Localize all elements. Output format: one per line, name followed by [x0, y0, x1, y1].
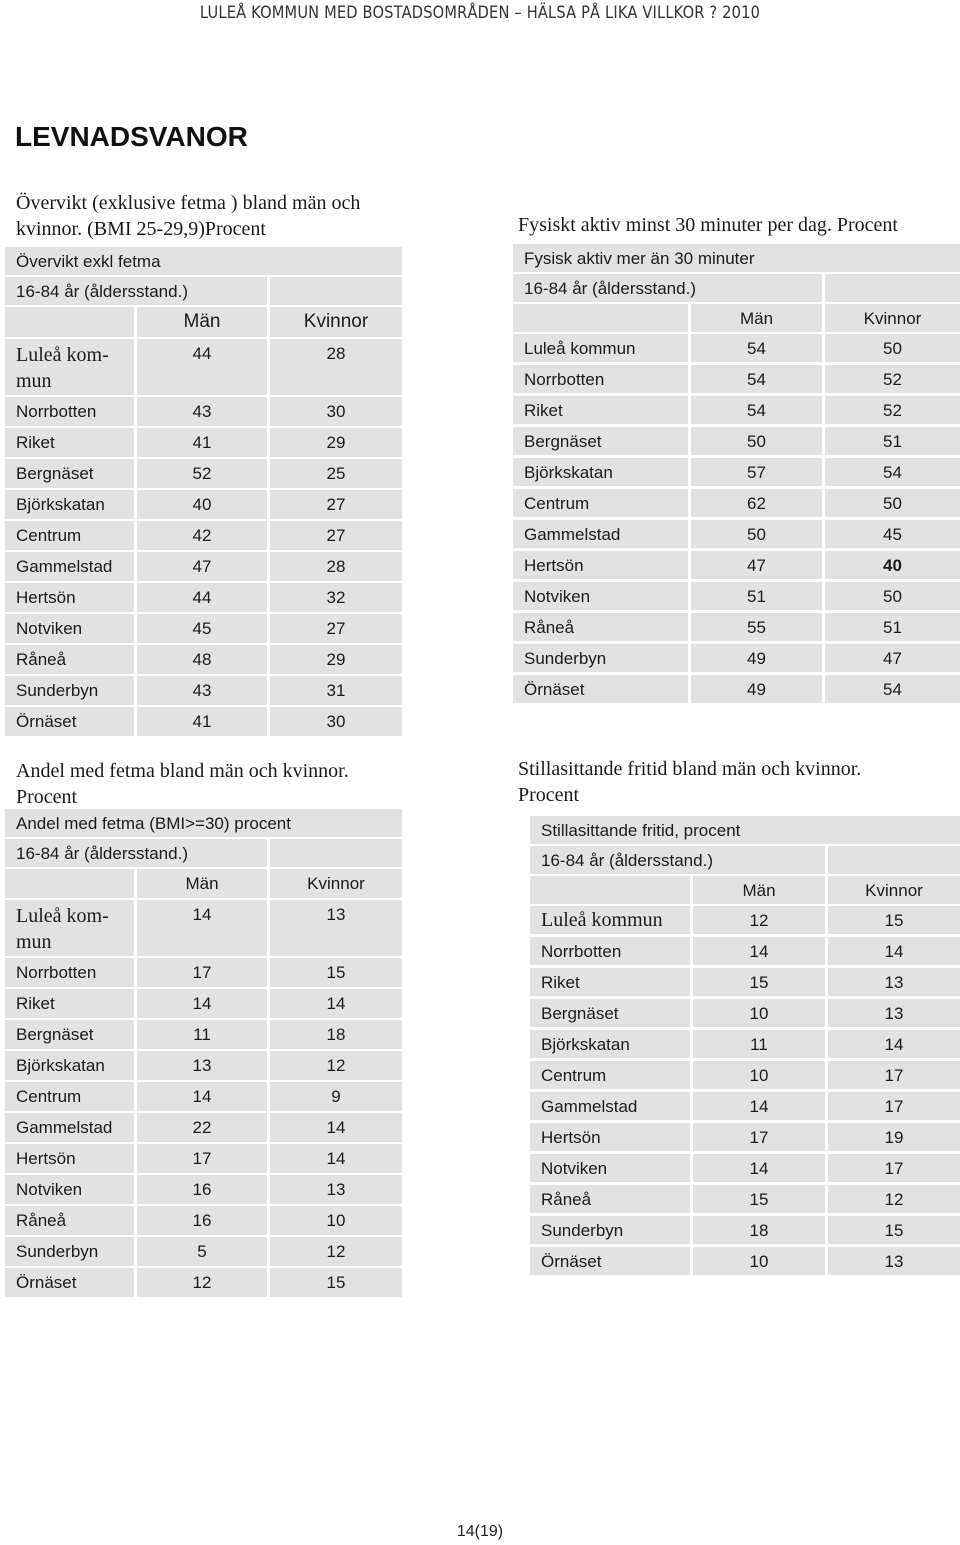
- row-area: Luleå kommun: [513, 334, 688, 362]
- row-area: Notviken: [530, 1154, 690, 1182]
- row-men: 40: [137, 490, 267, 519]
- table-subtitle: Fysisk aktiv mer än 30 minuter: [513, 244, 960, 272]
- col-header-women: Kvinnor: [270, 869, 402, 898]
- row-women: 14: [828, 1030, 960, 1058]
- row-men: 54: [691, 334, 822, 362]
- table-row: [513, 458, 960, 486]
- table-row: [5, 583, 402, 612]
- table-age-row: [513, 274, 960, 302]
- table-row: [513, 613, 960, 641]
- table-row: [530, 999, 960, 1027]
- row-area: Björkskatan: [5, 1051, 134, 1080]
- row-men: 49: [691, 644, 822, 672]
- row-area: Björkskatan: [530, 1030, 690, 1058]
- table-row: [530, 1061, 960, 1089]
- row-men: 14: [693, 937, 825, 965]
- row-women: 27: [270, 614, 402, 643]
- table-row: [530, 1123, 960, 1151]
- table-row: [530, 1247, 960, 1275]
- row-area: Råneå: [5, 1206, 134, 1235]
- table-row: [5, 1144, 402, 1173]
- row-men: 51: [691, 582, 822, 610]
- table-row: [5, 459, 402, 488]
- row-women: 18: [270, 1020, 402, 1049]
- row-women: 51: [825, 613, 960, 641]
- row-women: 31: [270, 676, 402, 705]
- table-row: [5, 958, 402, 987]
- row-men: 13: [137, 1051, 267, 1080]
- empty-cell: [5, 307, 134, 337]
- row-men: 17: [137, 1144, 267, 1173]
- table-row: [513, 582, 960, 610]
- row-men: 15: [693, 968, 825, 996]
- row-area: Sunderbyn: [513, 644, 688, 672]
- row-area: Hertsön: [5, 1144, 134, 1173]
- row-area: Bergnäset: [513, 427, 688, 455]
- row-women: 9: [270, 1082, 402, 1111]
- row-women: 30: [270, 397, 402, 426]
- row-area: Bergnäset: [5, 1020, 134, 1049]
- table-row: [5, 339, 402, 395]
- empty-cell: [530, 876, 690, 904]
- row-area: Sunderbyn: [5, 676, 134, 705]
- row-area: Riket: [513, 396, 688, 424]
- area-line: Luleå kom-: [16, 905, 109, 927]
- row-women: 47: [825, 644, 960, 672]
- table-subtitle-row: [513, 244, 960, 272]
- table-row: [5, 521, 402, 550]
- row-women: 17: [828, 1154, 960, 1182]
- table-row: [5, 707, 402, 736]
- obesity-table: [5, 809, 402, 1292]
- section-title: LEVNADSVANOR: [15, 121, 248, 152]
- table-age-row: [530, 846, 960, 874]
- row-area: Luleå kommun: [530, 906, 690, 934]
- row-men: 12: [693, 906, 825, 934]
- table-row: [5, 490, 402, 519]
- table-row: [5, 1113, 402, 1142]
- row-women: 15: [270, 1268, 402, 1297]
- col-header-men: Män: [691, 304, 822, 332]
- table-row: [530, 937, 960, 965]
- row-men: 11: [137, 1020, 267, 1049]
- overweight-caption: [16, 190, 360, 242]
- row-women: 50: [825, 489, 960, 517]
- row-women: 12: [270, 1051, 402, 1080]
- table-row: [513, 520, 960, 548]
- row-women: 51: [825, 427, 960, 455]
- table-subtitle-row: [5, 247, 402, 275]
- table-header-row: [513, 304, 960, 332]
- table-row: [530, 1030, 960, 1058]
- page-header: LULEÅ KOMMUN MED BOSTADSOMRÅDEN – HÄLSA PÅ LIKA VILLKOR ? 2010: [199, 3, 761, 23]
- row-men: 47: [691, 551, 822, 579]
- sedentary-table: [530, 816, 960, 1271]
- row-area: Riket: [530, 968, 690, 996]
- row-women: 13: [270, 900, 402, 956]
- row-women: 28: [270, 339, 402, 395]
- row-men: 43: [137, 676, 267, 705]
- row-women: 17: [828, 1092, 960, 1120]
- col-header-men: Män: [137, 869, 267, 898]
- row-women: 28: [270, 552, 402, 581]
- table-row: [5, 1268, 402, 1297]
- row-women: 27: [270, 521, 402, 550]
- row-men: 50: [691, 427, 822, 455]
- row-men: 17: [693, 1123, 825, 1151]
- row-area: [5, 900, 134, 956]
- empty-cell: [825, 274, 960, 302]
- row-area: Notviken: [5, 1175, 134, 1204]
- table-row: [5, 614, 402, 643]
- row-women: 29: [270, 428, 402, 457]
- table-header-row: [5, 307, 402, 337]
- row-women: 13: [828, 968, 960, 996]
- row-area: Bergnäset: [5, 459, 134, 488]
- table-row: [5, 900, 402, 956]
- table-row: [513, 551, 960, 579]
- row-women: 50: [825, 334, 960, 362]
- row-men: 45: [137, 614, 267, 643]
- caption-line: Övervikt (exklusive fetma ) bland män och: [16, 192, 361, 214]
- row-women: 14: [270, 1113, 402, 1142]
- area-line: mun: [16, 931, 52, 953]
- row-men: 50: [691, 520, 822, 548]
- row-men: 41: [137, 707, 267, 736]
- row-area: Sunderbyn: [5, 1237, 134, 1266]
- col-header-men: Män: [137, 307, 267, 337]
- row-women: 54: [825, 458, 960, 486]
- table-row: [5, 1237, 402, 1266]
- row-men: 14: [137, 1082, 267, 1111]
- row-women: 14: [270, 1144, 402, 1173]
- row-men: 14: [137, 989, 267, 1018]
- row-women: 25: [270, 459, 402, 488]
- row-area: Sunderbyn: [530, 1216, 690, 1244]
- row-men: 16: [137, 1175, 267, 1204]
- table-subtitle-row: [5, 809, 402, 837]
- row-area: Bergnäset: [530, 999, 690, 1027]
- table-row: [5, 1082, 402, 1111]
- row-women: 13: [270, 1175, 402, 1204]
- row-men: 11: [693, 1030, 825, 1058]
- row-women: 12: [270, 1237, 402, 1266]
- col-header-men: Män: [693, 876, 825, 904]
- row-men: 57: [691, 458, 822, 486]
- table-row: [530, 968, 960, 996]
- caption-line: kvinnor. (BMI 25-29,9)Procent: [16, 218, 266, 240]
- row-area: Norrbotten: [5, 958, 134, 987]
- row-men: 47: [137, 552, 267, 581]
- table-row: [5, 1020, 402, 1049]
- row-men: 22: [137, 1113, 267, 1142]
- table-row: [5, 1051, 402, 1080]
- row-men: 12: [137, 1268, 267, 1297]
- row-women: 10: [270, 1206, 402, 1235]
- table-row: [5, 676, 402, 705]
- table-header-row: [5, 869, 402, 898]
- table-row: [530, 1092, 960, 1120]
- row-men: 14: [693, 1092, 825, 1120]
- row-area: Örnäset: [5, 707, 134, 736]
- row-area: Örnäset: [530, 1247, 690, 1275]
- obesity-caption: [16, 758, 349, 810]
- row-area: Gammelstad: [513, 520, 688, 548]
- row-area: Riket: [5, 989, 134, 1018]
- area-line: Luleå kom-: [16, 344, 109, 366]
- empty-cell: [513, 304, 688, 332]
- row-men: 14: [137, 900, 267, 956]
- row-women: 17: [828, 1061, 960, 1089]
- row-area: Riket: [5, 428, 134, 457]
- row-women: 45: [825, 520, 960, 548]
- table-age-row: [5, 839, 402, 867]
- row-women: 15: [828, 906, 960, 934]
- table-row: [513, 396, 960, 424]
- table-row: [530, 906, 960, 934]
- row-men: 16: [137, 1206, 267, 1235]
- row-area: Gammelstad: [5, 1113, 134, 1142]
- empty-cell: [5, 869, 134, 898]
- table-header-row: [530, 876, 960, 904]
- table-row: [530, 1154, 960, 1182]
- row-area: Centrum: [530, 1061, 690, 1089]
- row-area: Hertsön: [513, 551, 688, 579]
- row-men: 52: [137, 459, 267, 488]
- row-area: Centrum: [5, 521, 134, 550]
- row-area: Centrum: [5, 1082, 134, 1111]
- col-header-women: Kvinnor: [270, 307, 402, 337]
- sedentary-caption: [518, 756, 861, 808]
- row-women: 14: [270, 989, 402, 1018]
- col-header-women: Kvinnor: [828, 876, 960, 904]
- table-row: [5, 552, 402, 581]
- physical-activity-table: [513, 244, 960, 699]
- row-men: 10: [693, 999, 825, 1027]
- age-label: 16-84 år (åldersstand.): [513, 274, 822, 302]
- age-label: 16-84 år (åldersstand.): [5, 839, 267, 867]
- row-area: Råneå: [5, 645, 134, 674]
- row-men: 55: [691, 613, 822, 641]
- table-row: [513, 334, 960, 362]
- table-row: [5, 1206, 402, 1235]
- table-row: [530, 1216, 960, 1244]
- row-men: 17: [137, 958, 267, 987]
- empty-cell: [270, 839, 402, 867]
- row-women: 13: [828, 1247, 960, 1275]
- row-men: 49: [691, 675, 822, 703]
- row-women: 19: [828, 1123, 960, 1151]
- row-area: Björkskatan: [5, 490, 134, 519]
- row-men: 44: [137, 583, 267, 612]
- row-men: 14: [693, 1154, 825, 1182]
- row-men: 43: [137, 397, 267, 426]
- row-area: Notviken: [513, 582, 688, 610]
- row-area: Gammelstad: [530, 1092, 690, 1120]
- table-row: [513, 675, 960, 703]
- table-subtitle: Övervikt exkl fetma: [5, 247, 402, 275]
- caption-line: Procent: [518, 784, 580, 806]
- row-area: Centrum: [513, 489, 688, 517]
- row-area: Gammelstad: [5, 552, 134, 581]
- row-women: 27: [270, 490, 402, 519]
- row-women: 15: [270, 958, 402, 987]
- row-men: 10: [693, 1061, 825, 1089]
- page-number: 14(19): [456, 1523, 504, 1540]
- overweight-table: [5, 247, 402, 735]
- table-row: [5, 989, 402, 1018]
- table-subtitle-row: [530, 816, 960, 844]
- row-women: 12: [828, 1185, 960, 1213]
- table-row: [5, 645, 402, 674]
- row-men: 62: [691, 489, 822, 517]
- table-subtitle: Stillasittande fritid, procent: [530, 816, 960, 844]
- caption-line: Andel med fetma bland män och kvinnor.: [16, 760, 349, 782]
- col-header-women: Kvinnor: [825, 304, 960, 332]
- row-men: 42: [137, 521, 267, 550]
- row-men: 5: [137, 1237, 267, 1266]
- caption-line: Fysiskt aktiv minst 30 minuter per dag. Procent: [518, 214, 898, 236]
- table-row: [5, 428, 402, 457]
- table-row: [513, 644, 960, 672]
- row-women: 15: [828, 1216, 960, 1244]
- row-men: 44: [137, 339, 267, 395]
- table-row: [5, 397, 402, 426]
- age-label: 16-84 år (åldersstand.): [530, 846, 825, 874]
- row-men: 54: [691, 365, 822, 393]
- table-row: [513, 489, 960, 517]
- row-women: 32: [270, 583, 402, 612]
- row-area: Norrbotten: [530, 937, 690, 965]
- row-men: 18: [693, 1216, 825, 1244]
- age-label: 16-84 år (åldersstand.): [5, 277, 267, 305]
- row-men: 10: [693, 1247, 825, 1275]
- row-area: Norrbotten: [5, 397, 134, 426]
- area-line: mun: [16, 370, 52, 392]
- row-area: Norrbotten: [513, 365, 688, 393]
- row-area: [5, 339, 134, 395]
- caption-line: Stillasittande fritid bland män och kvinnor.: [518, 758, 862, 780]
- table-row: [513, 427, 960, 455]
- empty-cell: [270, 277, 402, 305]
- row-women: 30: [270, 707, 402, 736]
- table-row: [530, 1185, 960, 1213]
- caption-line: Procent: [16, 786, 78, 808]
- row-area: Notviken: [5, 614, 134, 643]
- physical-activity-caption: [518, 212, 898, 238]
- row-women: 54: [825, 675, 960, 703]
- table-age-row: [5, 277, 402, 305]
- row-area: Råneå: [513, 613, 688, 641]
- row-area: Hertsön: [5, 583, 134, 612]
- row-women: 50: [825, 582, 960, 610]
- row-women: 14: [828, 937, 960, 965]
- row-men: 48: [137, 645, 267, 674]
- row-area: Björkskatan: [513, 458, 688, 486]
- table-row: [5, 1175, 402, 1204]
- row-area: Hertsön: [530, 1123, 690, 1151]
- row-men: 54: [691, 396, 822, 424]
- row-women: 52: [825, 365, 960, 393]
- row-area: Örnäset: [5, 1268, 134, 1297]
- row-women: 13: [828, 999, 960, 1027]
- row-women: 52: [825, 396, 960, 424]
- row-area: Råneå: [530, 1185, 690, 1213]
- table-row: [513, 365, 960, 393]
- row-women: 40: [825, 551, 960, 579]
- row-area: Örnäset: [513, 675, 688, 703]
- table-subtitle: Andel med fetma (BMI>=30) procent: [5, 809, 402, 837]
- row-women: 29: [270, 645, 402, 674]
- row-men: 41: [137, 428, 267, 457]
- empty-cell: [828, 846, 960, 874]
- row-men: 15: [693, 1185, 825, 1213]
